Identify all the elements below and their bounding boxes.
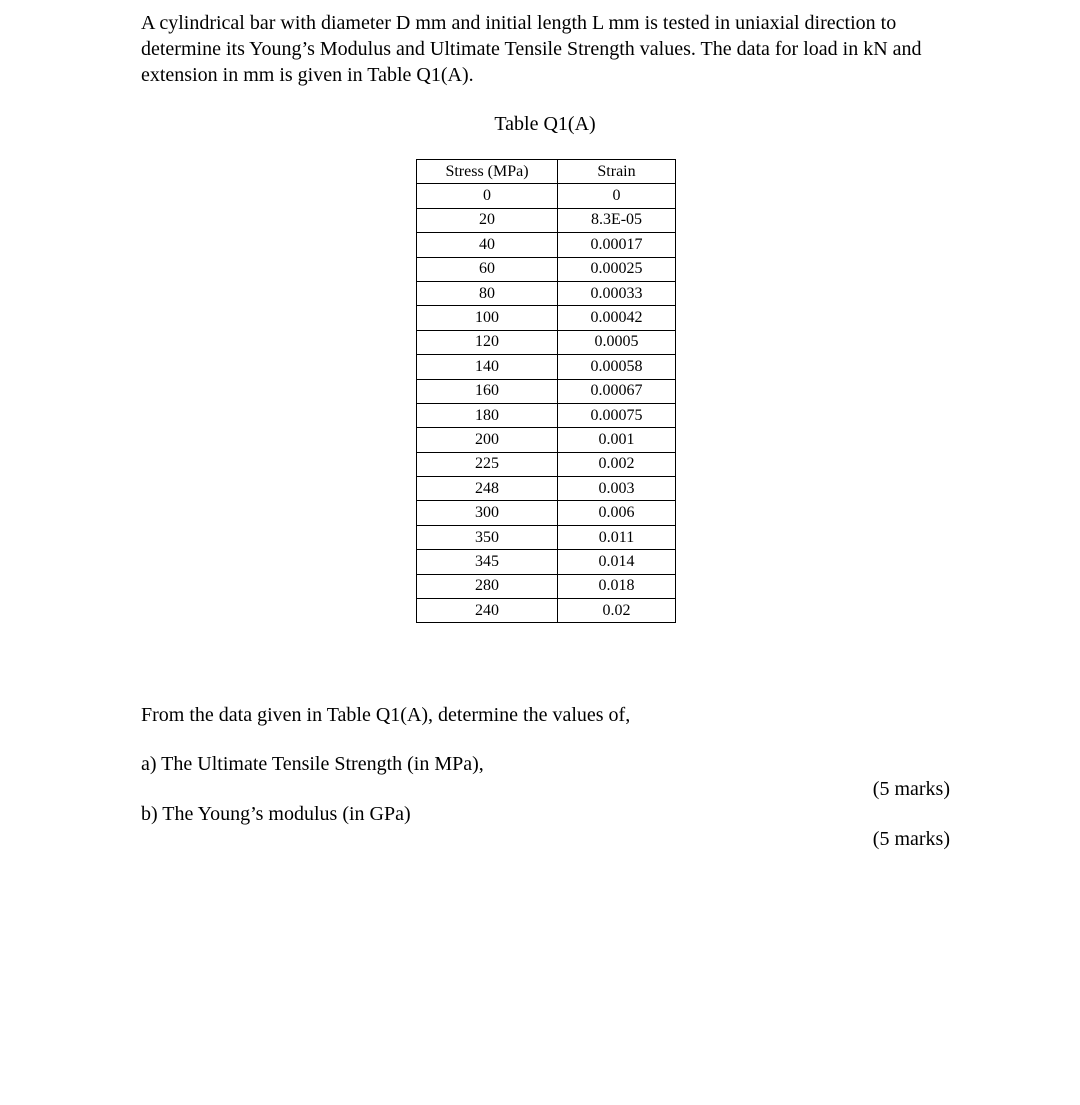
strain-cell: 0.001	[558, 428, 676, 452]
stress-cell: 100	[417, 306, 558, 330]
stress-cell: 225	[417, 452, 558, 476]
strain-cell: 0.00017	[558, 233, 676, 257]
strain-cell: 0.00042	[558, 306, 676, 330]
stress-cell: 60	[417, 257, 558, 281]
table-row	[417, 281, 676, 305]
stress-strain-table	[416, 159, 676, 623]
stress-cell: 160	[417, 379, 558, 403]
table-row	[417, 306, 676, 330]
table-header-row	[417, 160, 676, 184]
table-row	[417, 525, 676, 549]
part-b-marks: (5 marks)	[872, 828, 950, 850]
table-row	[417, 574, 676, 598]
table-row	[417, 330, 676, 354]
table-row	[417, 403, 676, 427]
table-row	[417, 501, 676, 525]
table-caption: Table Q1(A)	[494, 113, 596, 135]
strain-cell: 0.00058	[558, 355, 676, 379]
column-header-strain: Strain	[558, 160, 676, 184]
strain-cell: 8.3E-05	[558, 208, 676, 232]
stress-cell: 80	[417, 281, 558, 305]
table-row	[417, 233, 676, 257]
stress-cell: 40	[417, 233, 558, 257]
stress-cell: 20	[417, 208, 558, 232]
table-row	[417, 184, 676, 208]
stress-cell: 345	[417, 550, 558, 574]
strain-cell: 0.0005	[558, 330, 676, 354]
stress-cell: 240	[417, 599, 558, 623]
strain-cell: 0.006	[558, 501, 676, 525]
stress-cell: 300	[417, 501, 558, 525]
table-row	[417, 379, 676, 403]
column-header-stress: Stress (MPa)	[417, 160, 558, 184]
stress-cell: 0	[417, 184, 558, 208]
part-a-text: a) The Ultimate Tensile Strength (in MPa),	[141, 753, 484, 775]
table-row	[417, 477, 676, 501]
strain-cell: 0.003	[558, 477, 676, 501]
strain-cell: 0.00075	[558, 403, 676, 427]
table-row	[417, 208, 676, 232]
table-row	[417, 599, 676, 623]
stress-cell: 248	[417, 477, 558, 501]
strain-cell: 0.011	[558, 525, 676, 549]
strain-cell: 0	[558, 184, 676, 208]
table-row	[417, 257, 676, 281]
part-a-marks: (5 marks)	[872, 778, 950, 800]
part-b-text: b) The Young’s modulus (in GPa)	[141, 803, 411, 825]
strain-cell: 0.00025	[558, 257, 676, 281]
strain-cell: 0.02	[558, 599, 676, 623]
stress-cell: 140	[417, 355, 558, 379]
table-body	[417, 184, 676, 623]
strain-cell: 0.00033	[558, 281, 676, 305]
strain-cell: 0.018	[558, 574, 676, 598]
instruction-text: From the data given in Table Q1(A), determine the values of,	[141, 704, 631, 726]
table-row	[417, 428, 676, 452]
stress-cell: 120	[417, 330, 558, 354]
stress-cell: 200	[417, 428, 558, 452]
strain-cell: 0.00067	[558, 379, 676, 403]
strain-cell: 0.002	[558, 452, 676, 476]
table-row	[417, 550, 676, 574]
stress-cell: 350	[417, 525, 558, 549]
table-row	[417, 452, 676, 476]
table-row	[417, 355, 676, 379]
stress-cell: 180	[417, 403, 558, 427]
strain-cell: 0.014	[558, 550, 676, 574]
stress-cell: 280	[417, 574, 558, 598]
question-intro: A cylindrical bar with diameter D mm and initial length L mm is tested in uniaxial direction to determine its Young’s Modulus and Ultimate Tensile Strength values. The data for load in kN and extension in mm is given in Table Q1(A).	[141, 12, 922, 86]
